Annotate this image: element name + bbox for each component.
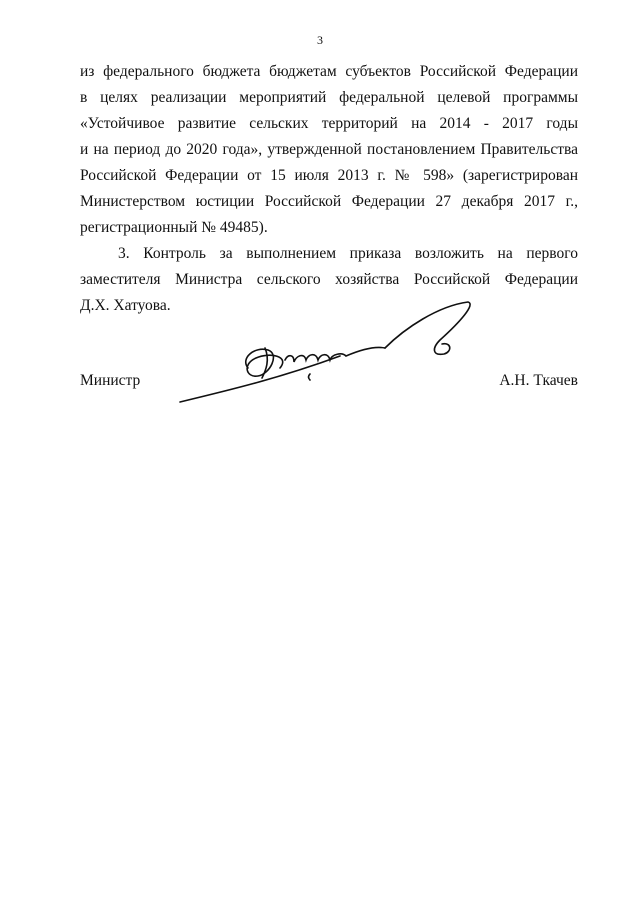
handwritten-signature: [170, 298, 490, 408]
paragraph-2-line: заместителя Министра сельского хозяйства Российской Федерации: [80, 271, 578, 288]
paragraph-1-line: Министерством юстиции Российской Федерации 27 декабря 2017 г.,: [80, 193, 578, 210]
signatory-position: Министр: [80, 372, 141, 389]
paragraph-1-line: Российской Федерации от 15 июля 2013 г. № 598» (зарегистрирован: [80, 167, 578, 184]
signatory-name: А.Н. Ткачев: [499, 372, 578, 389]
paragraph-1-line: регистрационный № 49485).: [80, 219, 268, 236]
page-number: 3: [317, 33, 323, 47]
paragraph-1-line: в целях реализации мероприятий федеральной целевой программы: [80, 89, 578, 106]
paragraph-1-line: и на период до 2020 года», утвержденной постановлением Правительства: [80, 141, 578, 158]
paragraph-2-line: 3. Контроль за выполнением приказа возложить на первого: [118, 245, 578, 262]
paragraph-2-line: Д.Х. Хатуова.: [80, 297, 171, 314]
paragraph-1-line: из федерального бюджета бюджетам субъектов Российской Федерации: [80, 63, 578, 80]
paragraph-1-line: «Устойчивое развитие сельских территорий на 2014 - 2017 годы: [80, 115, 578, 132]
